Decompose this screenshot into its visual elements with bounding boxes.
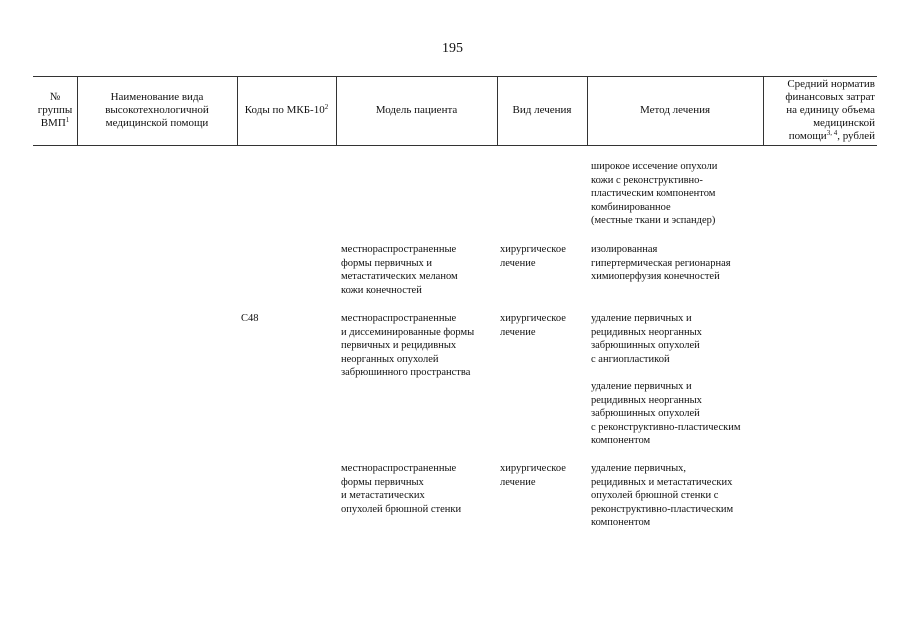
header-icd-codes-footnote: 2	[324, 103, 329, 111]
header-treatment-method	[587, 76, 763, 145]
header-average-cost	[763, 76, 877, 145]
header-treatment-type	[497, 76, 587, 145]
table-row-0-method: широкое иссечение опухоли кожи с реконструктивно- пластическим компонентом комбинированное (местные ткани и эспандер)	[591, 161, 718, 227]
header-average-cost-unit: , рублей	[837, 130, 875, 142]
table-row-3-method: удаление первичных и рецидивных неорганных забрюшинных опухолей с реконструктивно-пластическим компонентом	[591, 381, 741, 447]
header-icd-codes	[237, 76, 336, 145]
table-row-4-patient-model: местнораспространенные формы первичных и метастатических опухолей брюшной стенки	[341, 463, 462, 515]
header-group-number	[33, 76, 77, 145]
table-row-4-treatment-type: хирургическое лечение	[500, 463, 566, 488]
header-care-type-name	[77, 76, 237, 145]
table-header-bottom-rule	[33, 145, 877, 146]
header-treatment-type-text: Вид лечения	[512, 104, 572, 116]
table-row-2-patient-model: местнораспространенные и диссеминированные формы первичных и рецидивных неорганных опухолей забрюшинного пространства	[341, 313, 475, 379]
table-row-2-treatment-type: хирургическое лечение	[500, 313, 566, 338]
header-treatment-method-text: Метод лечения	[639, 104, 711, 116]
table-row-2-icd-code: C48	[241, 313, 259, 324]
header-average-cost-text: Средний норматив финансовых затрат на единицу объема медицинской помощи	[785, 78, 875, 142]
table-row-1-patient-model: местнораспространенные формы первичных и метастатических меланом кожи конечностей	[341, 244, 458, 296]
header-patient-model	[336, 76, 497, 145]
header-average-cost-footnote: 3, 4	[826, 129, 838, 137]
table-row-4-method: удаление первичных, рецидивных и метастатических опухолей брюшной стенки с реконструктивно-пластическим компонентом	[591, 463, 734, 529]
table-row-2-method: удаление первичных и рецидивных неорганных забрюшинных опухолей с ангиопластикой	[591, 313, 702, 365]
table-row-1-treatment-type: хирургическое лечение	[500, 244, 566, 269]
header-group-number-text: № группы ВМП	[37, 91, 73, 129]
header-icd-codes-text: Коды по МКБ-10	[244, 104, 325, 116]
header-patient-model-text: Модель пациента	[375, 104, 458, 116]
header-group-number-footnote: 1	[65, 116, 70, 124]
header-care-type-name-text: Наименование вида высокотехнологичной медицинской помощи	[105, 91, 209, 129]
page-number: 195	[442, 41, 463, 56]
table-row-1-method: изолированная гипертермическая регионарная химиоперфузия конечностей	[591, 244, 731, 283]
